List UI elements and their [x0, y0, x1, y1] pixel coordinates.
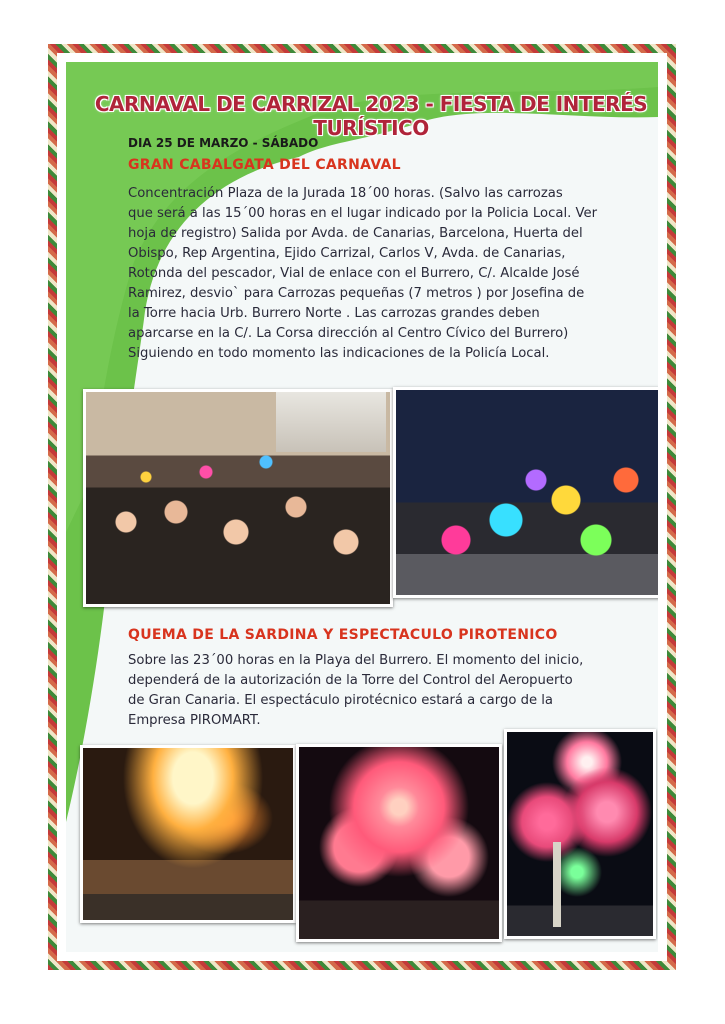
section-heading-cabalgata: GRAN CABALGATA DEL CARNAVAL: [128, 157, 401, 173]
text-line: hoja de registro) Salida por Avda. de Canarias, Barcelona, Huerta del: [128, 226, 583, 241]
text-line: Rotonda del pescador, Vial de enlace con el Burrero, C/. Alcalde José: [128, 266, 580, 281]
photo-fireworks-tower: [504, 729, 656, 939]
text-line: Siguiendo en todo momento las indicaciones de la Policía Local.: [128, 346, 550, 361]
text-line: Obispo, Rep Argentina, Ejido Carrizal, Carlos V, Avda. de Canarias,: [128, 246, 566, 261]
section-body-sardina: [128, 651, 628, 731]
section-heading-sardina: QUEMA DE LA SARDINA Y ESPECTACULO PIROTENICO: [128, 627, 558, 643]
text-line: dependerá de la autorización de la Torre del Control del Aeropuerto: [128, 673, 573, 688]
text-line: que será a las 15´00 horas en el lugar indicado por la Policia Local. Ver: [128, 206, 598, 221]
text-line: de Gran Canaria. El espectáculo pirotécnico estará a cargo de la: [128, 693, 554, 708]
photo-fireworks-burst: [296, 744, 502, 942]
poster-panel: [66, 62, 658, 952]
text-line: Ramirez, desvio` para Carrozas pequeñas (7 metros ) por Josefina de: [128, 286, 585, 301]
page-title: CARNAVAL DE CARRIZAL 2023 - FIESTA DE INTERÉS TURÍSTICO: [94, 92, 648, 140]
text-line: aparcarse en la C/. La Corsa dirección al Centro Cívico del Burrero): [128, 326, 569, 341]
photo-pole: [553, 842, 561, 927]
photo-illuminated-float: [393, 387, 658, 598]
section-body-cabalgata: [128, 184, 628, 364]
text-line: Empresa PIROMART.: [128, 713, 261, 728]
text-line: la Torre hacia Urb. Burrero Norte . Las carrozas grandes deben: [128, 306, 540, 321]
decorative-floral-border: [48, 44, 676, 970]
event-date: DIA 25 DE MARZO - SÁBADO: [128, 136, 319, 150]
text-line: Sobre las 23´00 horas en la Playa del Burrero. El momento del inicio,: [128, 653, 584, 668]
photo-fireworks-beach: [80, 745, 296, 923]
photo-sky: [276, 392, 386, 452]
photo-carnival-crowd: [83, 389, 393, 607]
text-line: Concentración Plaza de la Jurada 18´00 horas. (Salvo las carrozas: [128, 186, 563, 201]
